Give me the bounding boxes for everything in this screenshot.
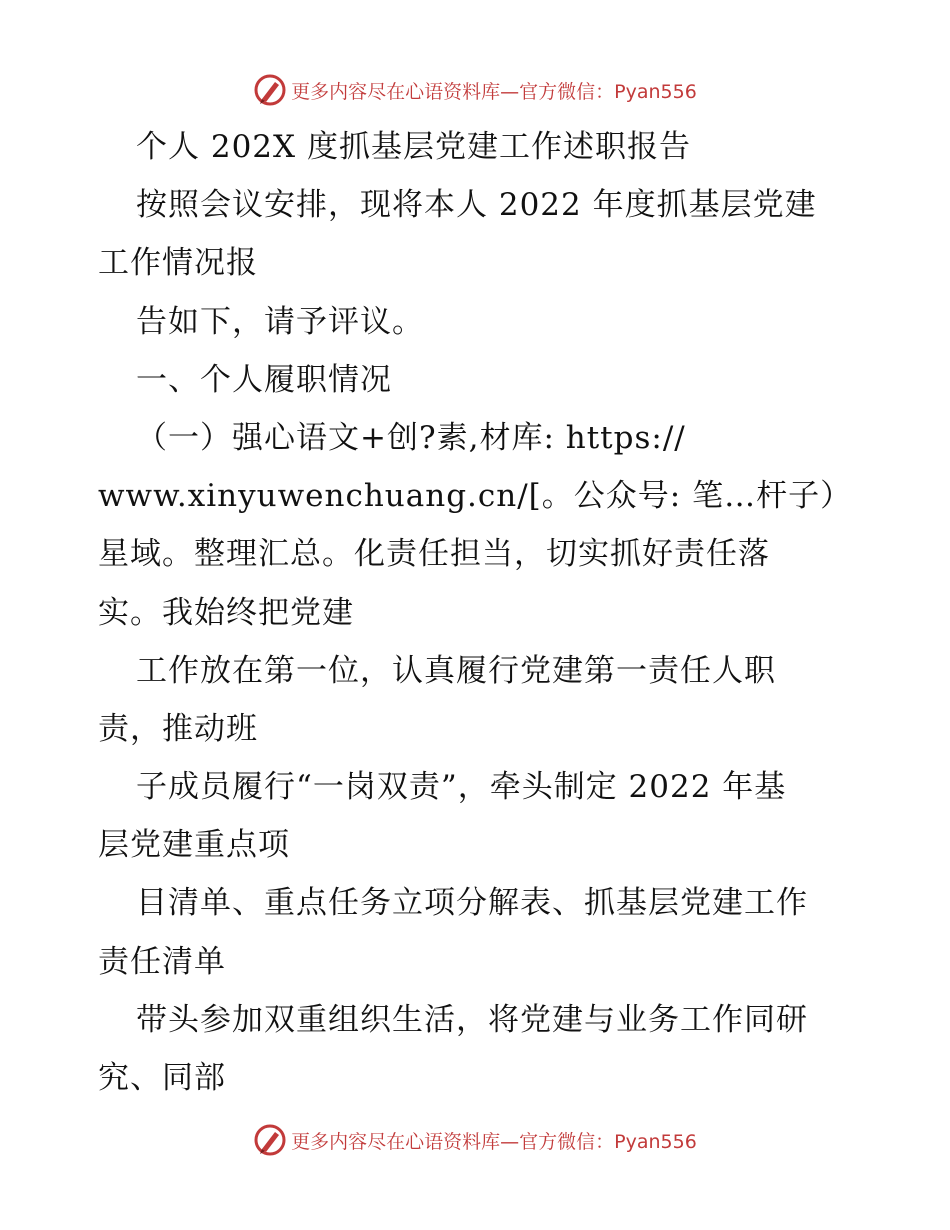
document-body bbox=[98, 118, 858, 1107]
footer-banner-text: 更多内容尽在心语资料库—官方微信：Pyan556 bbox=[291, 1130, 697, 1153]
doc-title: 个人 202X 度抓基层党建工作述职报告 bbox=[136, 129, 691, 165]
header-banner-text: 更多内容尽在心语资料库—官方微信：Pyan556 bbox=[291, 80, 697, 103]
paragraph-line: 究、同部 bbox=[98, 1060, 226, 1096]
paragraph-line: 层党建重点项 bbox=[98, 827, 290, 864]
paragraph-line: 带头参加双重组织生活，将党建与业务工作同研 bbox=[136, 1001, 808, 1038]
paragraph-line: 实。我始终把党建 bbox=[98, 594, 354, 631]
paragraph-line: 责，推动班 bbox=[98, 710, 258, 747]
paragraph-line: 按照会议安排，现将本人 2022 年度抓基层党建 bbox=[136, 187, 817, 224]
section-heading: 一、个人履职情况 bbox=[136, 361, 392, 398]
paragraph-line: 工作放在第一位，认真履行党建第一责任人职 bbox=[136, 652, 776, 689]
footer-banner bbox=[0, 1120, 950, 1160]
pen-logo-icon bbox=[253, 1123, 287, 1157]
paragraph-line: 责任清单 bbox=[98, 943, 226, 980]
paragraph-line: 告如下，请予评议。 bbox=[136, 303, 424, 340]
paragraph-line: 子成员履行“一岗双责”，牵头制定 2022 年基 bbox=[136, 769, 787, 806]
paragraph-line: www.xinyuwenchuang.cn/[。公众号: 笔…杆子） bbox=[98, 478, 853, 515]
pen-logo-icon bbox=[253, 73, 287, 107]
header-banner bbox=[0, 70, 950, 110]
paragraph-line: （一）强心语文+创?素,材库: https:// bbox=[136, 419, 686, 456]
paragraph-line: 工作情况报 bbox=[98, 245, 258, 282]
paragraph-line: 星域。整理汇总。化责任担当，切实抓好责任落 bbox=[98, 536, 770, 573]
paragraph-line: 目清单、重点任务立项分解表、抓基层党建工作 bbox=[136, 885, 808, 922]
